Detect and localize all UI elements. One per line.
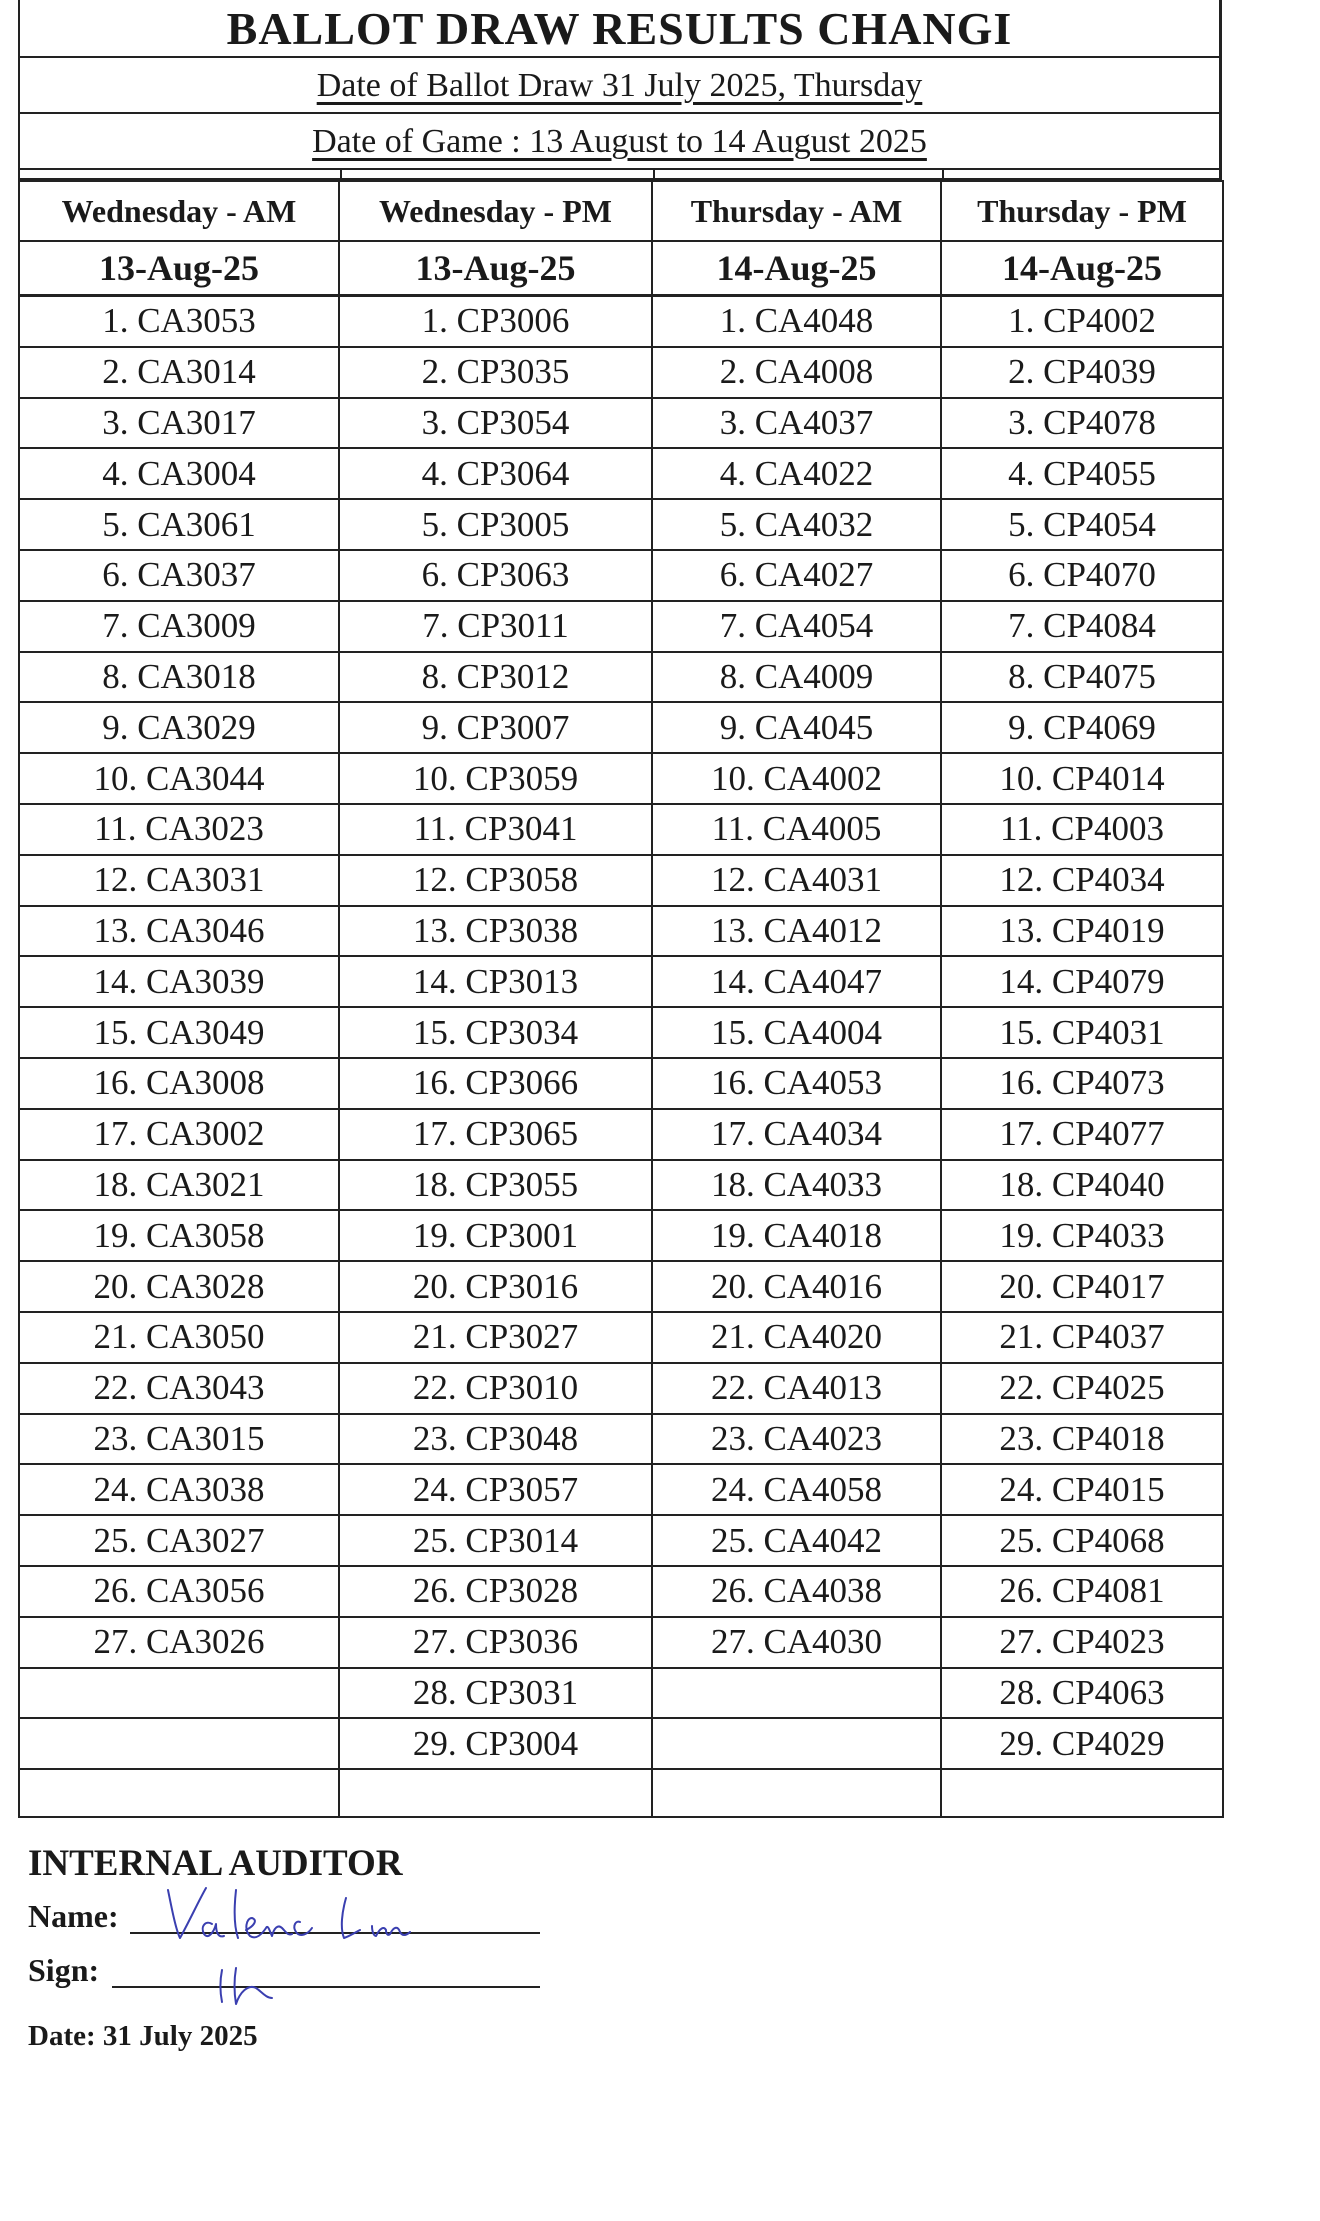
table-cell: 14. CA4047 (652, 956, 941, 1007)
table-cell: 11. CP3041 (339, 804, 652, 855)
table-cell: 27. CA4030 (652, 1617, 941, 1668)
table-cell: 20. CP3016 (339, 1261, 652, 1312)
table-cell: 9. CA3029 (19, 702, 339, 753)
table-cell: 16. CP3066 (339, 1058, 652, 1109)
ballot-draw-date-row (18, 58, 1222, 114)
table-row (19, 1464, 1223, 1515)
auditor-heading: INTERNAL AUDITOR (28, 1843, 403, 1884)
table-cell: 26. CA3056 (19, 1566, 339, 1617)
column-day-header: Wednesday - AM (19, 181, 339, 241)
table-cell: 21. CA3050 (19, 1312, 339, 1363)
table-row (19, 1007, 1223, 1058)
table-row (19, 1363, 1223, 1414)
table-cell: 19. CA3058 (19, 1210, 339, 1261)
table-cell: 16. CP4073 (941, 1058, 1223, 1109)
table-cell: 26. CP4081 (941, 1566, 1223, 1617)
table-row (19, 1109, 1223, 1160)
table-cell: 12. CA3031 (19, 855, 339, 906)
table-cell: 7. CP4084 (941, 601, 1223, 652)
table-row (19, 1668, 1223, 1719)
table-cell (19, 1718, 339, 1769)
table-cell: 7. CP3011 (339, 601, 652, 652)
table-row (19, 296, 1223, 347)
table-cell: 24. CA3038 (19, 1464, 339, 1515)
table-cell: 15. CP3034 (339, 1007, 652, 1058)
table-cell: 16. CA3008 (19, 1058, 339, 1109)
table-cell: 25. CP3014 (339, 1515, 652, 1566)
table-cell: 2. CP3035 (339, 347, 652, 398)
table-cell: 18. CP3055 (339, 1160, 652, 1211)
table-cell: 19. CP4033 (941, 1210, 1223, 1261)
table-cell: 15. CA4004 (652, 1007, 941, 1058)
table-cell: 9. CP4069 (941, 702, 1223, 753)
table-row (19, 1160, 1223, 1211)
table-cell: 23. CP3048 (339, 1414, 652, 1465)
table-cell: 8. CA3018 (19, 652, 339, 703)
table-cell: 2. CA3014 (19, 347, 339, 398)
table-cell (19, 1668, 339, 1719)
table-cell: 5. CA3061 (19, 499, 339, 550)
table-cell: 14. CP4079 (941, 956, 1223, 1007)
table-cell-empty (652, 1769, 941, 1817)
table-cell: 21. CP3027 (339, 1312, 652, 1363)
table-cell: 10. CA3044 (19, 753, 339, 804)
table-cell: 14. CA3039 (19, 956, 339, 1007)
table-row (19, 1058, 1223, 1109)
table-cell: 17. CP4077 (941, 1109, 1223, 1160)
game-date-row (18, 114, 1222, 170)
table-cell: 3. CA3017 (19, 398, 339, 449)
table-cell: 12. CP3058 (339, 855, 652, 906)
table-cell: 1. CA4048 (652, 296, 941, 347)
table-cell: 3. CP4078 (941, 398, 1223, 449)
table-row (19, 652, 1223, 703)
table-cell: 13. CP4019 (941, 906, 1223, 957)
column-day-header: Thursday - PM (941, 181, 1223, 241)
table-cell: 12. CA4031 (652, 855, 941, 906)
table-cell-empty (339, 1769, 652, 1817)
table-cell: 25. CA4042 (652, 1515, 941, 1566)
table-cell: 18. CA3021 (19, 1160, 339, 1211)
table-row (19, 1718, 1223, 1769)
table-cell: 24. CP4015 (941, 1464, 1223, 1515)
table-cell: 4. CP4055 (941, 448, 1223, 499)
table-cell: 24. CP3057 (339, 1464, 652, 1515)
table-cell: 27. CP4023 (941, 1617, 1223, 1668)
handwritten-signature (150, 1880, 440, 2010)
table-cell: 8. CP4075 (941, 652, 1223, 703)
table-cell: 10. CP4014 (941, 753, 1223, 804)
table-row (19, 1261, 1223, 1312)
table-cell: 1. CP3006 (339, 296, 652, 347)
table-cell: 23. CA3015 (19, 1414, 339, 1465)
table-cell: 6. CA4027 (652, 550, 941, 601)
ballot-results-table (18, 180, 1224, 1818)
day-header-row (19, 181, 1223, 241)
table-cell: 18. CA4033 (652, 1160, 941, 1211)
table-row (19, 1617, 1223, 1668)
table-cell: 4. CA4022 (652, 448, 941, 499)
table-cell: 7. CA3009 (19, 601, 339, 652)
table-cell: 5. CA4032 (652, 499, 941, 550)
table-row (19, 956, 1223, 1007)
table-cell: 3. CA4037 (652, 398, 941, 449)
table-cell: 21. CA4020 (652, 1312, 941, 1363)
table-cell: 29. CP4029 (941, 1718, 1223, 1769)
table-cell: 28. CP3031 (339, 1668, 652, 1719)
table-cell: 15. CA3049 (19, 1007, 339, 1058)
column-day-header: Thursday - AM (652, 181, 941, 241)
ballot-results-sheet (18, 0, 1222, 1818)
table-cell: 20. CA3028 (19, 1261, 339, 1312)
table-cell: 27. CP3036 (339, 1617, 652, 1668)
table-cell: 4. CA3004 (19, 448, 339, 499)
table-cell: 19. CA4018 (652, 1210, 941, 1261)
column-date-header: 13-Aug-25 (19, 241, 339, 296)
table-cell: 22. CP4025 (941, 1363, 1223, 1414)
table-cell: 13. CA3046 (19, 906, 339, 957)
table-cell: 17. CA4034 (652, 1109, 941, 1160)
table-cell: 13. CP3038 (339, 906, 652, 957)
table-row (19, 753, 1223, 804)
table-cell: 8. CP3012 (339, 652, 652, 703)
table-cell: 22. CA3043 (19, 1363, 339, 1414)
table-cell: 22. CP3010 (339, 1363, 652, 1414)
table-cell: 1. CP4002 (941, 296, 1223, 347)
table-row (19, 448, 1223, 499)
table-row (19, 804, 1223, 855)
date-header-row (19, 241, 1223, 296)
column-date-header: 13-Aug-25 (339, 241, 652, 296)
game-date: Date of Game : 13 August to 14 August 2025 (312, 123, 927, 160)
table-cell: 15. CP4031 (941, 1007, 1223, 1058)
table-cell: 6. CP3063 (339, 550, 652, 601)
table-cell: 10. CP3059 (339, 753, 652, 804)
table-row (19, 702, 1223, 753)
table-cell: 5. CP4054 (941, 499, 1223, 550)
table-row (19, 601, 1223, 652)
sign-label: Sign: (28, 1952, 100, 1988)
table-cell: 26. CP3028 (339, 1566, 652, 1617)
table-row (19, 347, 1223, 398)
table-cell: 9. CA4045 (652, 702, 941, 753)
table-cell: 24. CA4058 (652, 1464, 941, 1515)
table-cell: 17. CP3065 (339, 1109, 652, 1160)
name-label: Name: (28, 1898, 119, 1934)
column-date-header: 14-Aug-25 (652, 241, 941, 296)
table-cell-empty (19, 1769, 339, 1817)
table-cell: 8. CA4009 (652, 652, 941, 703)
table-row (19, 499, 1223, 550)
table-row (19, 398, 1223, 449)
table-row (19, 1414, 1223, 1465)
table-cell: 2. CA4008 (652, 347, 941, 398)
table-cell: 17. CA3002 (19, 1109, 339, 1160)
table-cell: 4. CP3064 (339, 448, 652, 499)
table-row (19, 550, 1223, 601)
ballot-draw-date: Date of Ballot Draw 31 July 2025, Thursday (316, 67, 923, 104)
table-cell-empty (941, 1769, 1223, 1817)
table-cell: 5. CP3005 (339, 499, 652, 550)
table-row-empty (19, 1769, 1223, 1817)
column-day-header: Wednesday - PM (339, 181, 652, 241)
table-cell: 19. CP3001 (339, 1210, 652, 1261)
table-cell: 29. CP3004 (339, 1718, 652, 1769)
table-row (19, 906, 1223, 957)
table-cell: 23. CP4018 (941, 1414, 1223, 1465)
table-row (19, 855, 1223, 906)
table-cell: 12. CP4034 (941, 855, 1223, 906)
table-cell: 14. CP3013 (339, 956, 652, 1007)
table-cell: 25. CA3027 (19, 1515, 339, 1566)
table-cell: 10. CA4002 (652, 753, 941, 804)
table-cell (652, 1668, 941, 1719)
document-title: BALLOT DRAW RESULTS CHANGI (18, 0, 1222, 58)
header-divider-strip (18, 170, 1222, 180)
table-cell: 21. CP4037 (941, 1312, 1223, 1363)
table-cell: 3. CP3054 (339, 398, 652, 449)
table-cell: 7. CA4054 (652, 601, 941, 652)
table-row (19, 1566, 1223, 1617)
auditor-date: Date: 31 July 2025 (28, 2020, 258, 2052)
table-cell: 1. CA3053 (19, 296, 339, 347)
table-cell: 20. CP4017 (941, 1261, 1223, 1312)
column-date-header: 14-Aug-25 (941, 241, 1223, 296)
table-cell: 20. CA4016 (652, 1261, 941, 1312)
table-cell: 28. CP4063 (941, 1668, 1223, 1719)
table-cell: 11. CA4005 (652, 804, 941, 855)
table-cell: 16. CA4053 (652, 1058, 941, 1109)
table-cell: 11. CP4003 (941, 804, 1223, 855)
table-cell: 9. CP3007 (339, 702, 652, 753)
table-cell: 26. CA4038 (652, 1566, 941, 1617)
table-cell: 22. CA4013 (652, 1363, 941, 1414)
table-cell: 6. CP4070 (941, 550, 1223, 601)
table-cell: 23. CA4023 (652, 1414, 941, 1465)
table-cell: 18. CP4040 (941, 1160, 1223, 1211)
table-cell: 25. CP4068 (941, 1515, 1223, 1566)
table-cell: 6. CA3037 (19, 550, 339, 601)
table-cell: 27. CA3026 (19, 1617, 339, 1668)
table-cell (652, 1718, 941, 1769)
table-row (19, 1312, 1223, 1363)
table-cell: 11. CA3023 (19, 804, 339, 855)
table-row (19, 1515, 1223, 1566)
table-row (19, 1210, 1223, 1261)
table-cell: 2. CP4039 (941, 347, 1223, 398)
table-cell: 13. CA4012 (652, 906, 941, 957)
